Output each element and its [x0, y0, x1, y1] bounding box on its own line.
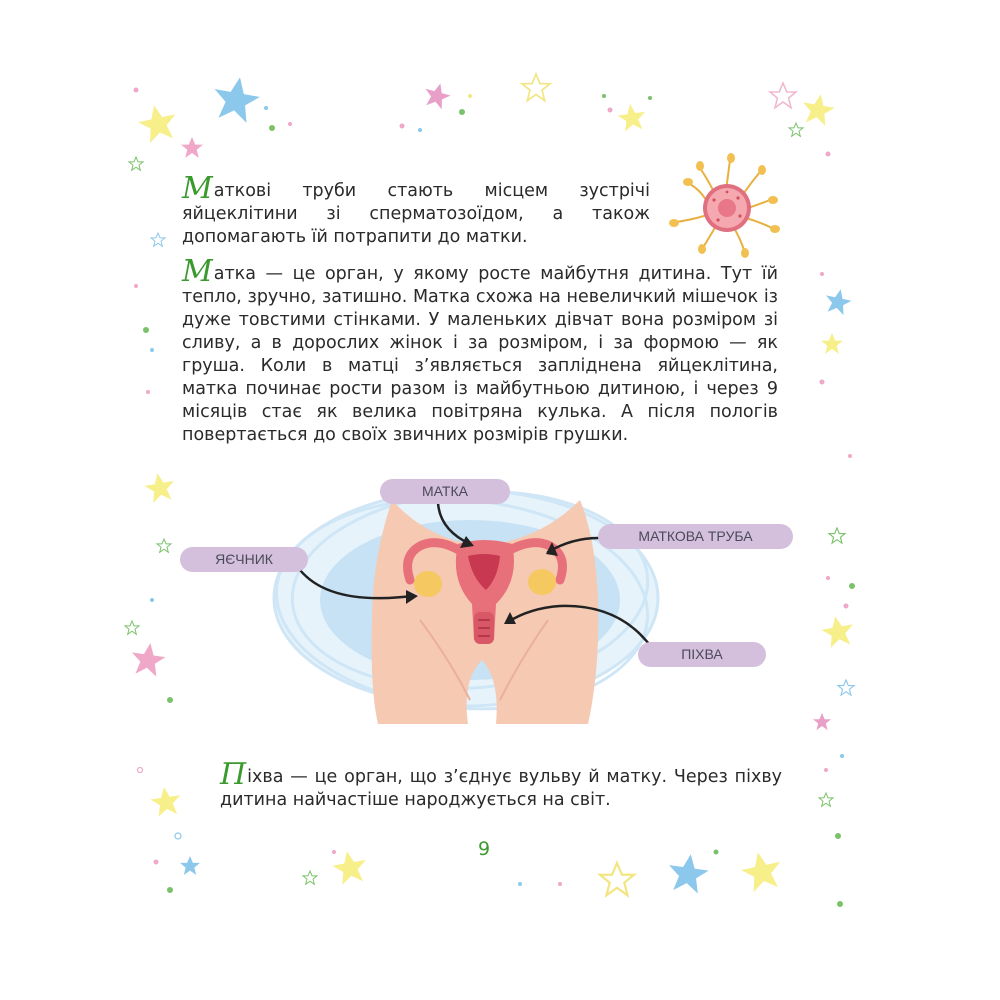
paragraph-vagina — [220, 757, 782, 812]
label-fallopian-tube: МАТКОВА ТРУБА — [598, 524, 793, 549]
drop-cap: М — [182, 254, 213, 289]
label-vagina: ПІХВА — [638, 642, 766, 667]
paragraph-text: аткові труби стають місцем зустрічі яйцеклітини зі сперматозоїдом, а також допомагають їй потрапити до матки. — [182, 181, 650, 247]
page-number: 9 — [478, 838, 491, 860]
paragraph-text: іхва — це орган, що з’єднує вульву й матку. Через піхву дитина найчастіше народжується на світ. — [220, 767, 782, 810]
paragraph-text: атка — це орган, у якому росте майбутня дитина. Тут їй тепло, зручно, затишно. Матка схожа на невеличкий мішечок із дуже товстими стінками. У маленьких дівчат вона розміром зі сливу, а в дорослих жінок і за розміром, і за формою — як груша. Коли в матці з’являється запліднена яйцеклітина, матка починає рости разом із майбутньою дитиною, і через 9 місяців стає як велика повітряна кулька. А після пологів повертається до своїх звичних розмірів грушки. — [182, 264, 778, 445]
label-matka: МАТКА — [380, 479, 510, 504]
paragraph-fallopian-tubes — [182, 171, 650, 249]
paragraph-uterus — [182, 254, 778, 447]
drop-cap: М — [182, 171, 213, 206]
label-ovary: ЯЄЧНИК — [180, 547, 308, 572]
drop-cap: П — [220, 757, 247, 792]
